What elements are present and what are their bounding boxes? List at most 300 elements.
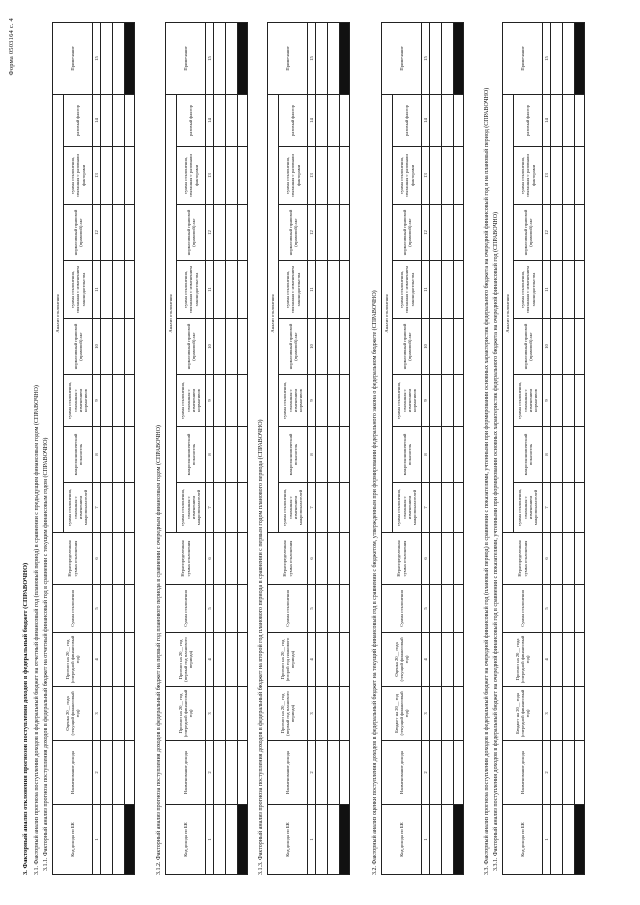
table-cell bbox=[340, 375, 350, 427]
table-cell bbox=[442, 147, 454, 205]
table-cell bbox=[238, 483, 248, 533]
table-cell bbox=[226, 741, 238, 805]
table-row bbox=[442, 22, 454, 874]
table-cell bbox=[340, 483, 350, 533]
column-number: 2 bbox=[422, 741, 430, 805]
column-header: Оценка 20__ года (текущий финансовый год) bbox=[53, 687, 93, 741]
table-cell bbox=[575, 533, 585, 585]
column-header: Нераспределенная сумма отклонения bbox=[503, 533, 543, 585]
column-header: Код дохода по БК bbox=[382, 805, 422, 875]
column-number: 13 bbox=[543, 147, 551, 205]
column-number: 14 bbox=[422, 94, 430, 146]
column-header: нормативный правовой (правовой) акт bbox=[393, 205, 422, 261]
column-number: 10 bbox=[206, 319, 214, 375]
column-header: сумма отклонения, связанная с разовыми факторами bbox=[64, 147, 93, 205]
table-cell bbox=[442, 205, 454, 261]
table-cell bbox=[316, 585, 328, 633]
table-cell bbox=[238, 585, 248, 633]
column-header: нормативный правовой (правовой) акт bbox=[514, 205, 543, 261]
column-header: нормативный правовой (правовой) акт bbox=[177, 319, 206, 375]
column-number: 12 bbox=[543, 205, 551, 261]
table-cell bbox=[238, 633, 248, 687]
header-row bbox=[268, 22, 279, 874]
column-header: нормативный правовой (правовой) акт bbox=[64, 319, 93, 375]
table-cell bbox=[551, 687, 563, 741]
table-cell bbox=[430, 741, 442, 805]
column-number: 13 bbox=[422, 147, 430, 205]
table-cell bbox=[430, 533, 442, 585]
table-cell bbox=[328, 687, 340, 741]
table-cell bbox=[226, 205, 238, 261]
table-cell bbox=[442, 533, 454, 585]
column-number: 7 bbox=[93, 483, 101, 533]
table-cell bbox=[226, 94, 238, 146]
column-number: 1 bbox=[93, 805, 101, 875]
table-cell bbox=[101, 585, 113, 633]
filled-cell bbox=[454, 805, 464, 875]
analysis-table bbox=[52, 22, 135, 875]
column-number: 8 bbox=[93, 427, 101, 483]
column-header: Наименование дохода bbox=[268, 741, 308, 805]
table-cell bbox=[214, 585, 226, 633]
header-row bbox=[53, 22, 64, 874]
table-cell bbox=[340, 319, 350, 375]
table-cell bbox=[454, 427, 464, 483]
table-cell bbox=[328, 533, 340, 585]
column-number: 5 bbox=[422, 585, 430, 633]
table-cell bbox=[340, 633, 350, 687]
column-header: Наименование дохода bbox=[53, 741, 93, 805]
table-cell bbox=[238, 94, 248, 146]
table-cell bbox=[101, 22, 113, 94]
table-cell bbox=[430, 319, 442, 375]
table-cell bbox=[454, 633, 464, 687]
column-header: Примечание bbox=[166, 22, 206, 94]
table-cell bbox=[575, 741, 585, 805]
header-row bbox=[382, 22, 393, 874]
column-number: 8 bbox=[308, 427, 316, 483]
table-cell bbox=[238, 319, 248, 375]
filled-cell bbox=[238, 805, 248, 875]
table-cell bbox=[575, 147, 585, 205]
table-cell bbox=[101, 483, 113, 533]
table-cell bbox=[454, 687, 464, 741]
table-cell bbox=[226, 319, 238, 375]
column-number: 15 bbox=[422, 22, 430, 94]
analysis-table bbox=[165, 22, 248, 875]
column-number: 12 bbox=[422, 205, 430, 261]
column-header: нормативный правовой (правовой) акт bbox=[64, 205, 93, 261]
table-cell bbox=[328, 805, 340, 875]
table-cell bbox=[454, 585, 464, 633]
column-number: 12 bbox=[206, 205, 214, 261]
table-cell bbox=[238, 741, 248, 805]
table-row bbox=[316, 22, 328, 874]
section-3-1-2 bbox=[156, 23, 248, 875]
total-row bbox=[238, 22, 248, 874]
table-cell bbox=[101, 427, 113, 483]
column-header: нормативный правовой (правовой) акт bbox=[279, 205, 308, 261]
column-number: 2 bbox=[308, 741, 316, 805]
table-cell bbox=[214, 687, 226, 741]
column-header: Прогноз на 20__ года (очередной финансовый год) bbox=[503, 633, 543, 687]
table-cell bbox=[328, 427, 340, 483]
column-header: сумма отклонения, связанная с разовыми факторами bbox=[514, 147, 543, 205]
column-number: 8 bbox=[422, 427, 430, 483]
table-cell bbox=[226, 261, 238, 319]
column-number: 14 bbox=[206, 94, 214, 146]
table-cell bbox=[214, 147, 226, 205]
table-cell bbox=[226, 427, 238, 483]
table-cell bbox=[563, 427, 575, 483]
table-cell bbox=[101, 319, 113, 375]
column-header: Оценка 20__ года (текущий финансовый год) bbox=[382, 633, 422, 687]
column-number-row bbox=[206, 22, 214, 874]
column-number: 6 bbox=[422, 533, 430, 585]
column-header: Сумма отклонения bbox=[503, 585, 543, 633]
table-cell bbox=[101, 533, 113, 585]
column-header: разовый фактор bbox=[514, 94, 543, 146]
table-cell bbox=[340, 427, 350, 483]
column-number: 13 bbox=[93, 147, 101, 205]
table-cell bbox=[454, 533, 464, 585]
column-header: Наименование дохода bbox=[382, 741, 422, 805]
table-cell bbox=[328, 633, 340, 687]
table-cell bbox=[214, 633, 226, 687]
table-cell bbox=[563, 533, 575, 585]
column-header: Сумма отклонения bbox=[166, 585, 206, 633]
section-title: 3.1. Факторный анализ прогноза поступления доходов в федеральный бюджет на отчетный финансовый год (плановый период) в сравнении с предыдущим финансовым годом (СПРАВОЧНО) bbox=[34, 385, 40, 875]
table-row bbox=[551, 22, 563, 874]
analysis-table bbox=[381, 22, 464, 875]
table-cell bbox=[328, 94, 340, 146]
column-header: Примечание bbox=[382, 22, 422, 94]
group-header: Анализ отклонения bbox=[382, 94, 393, 532]
filled-cell bbox=[125, 805, 135, 875]
column-number: 15 bbox=[93, 22, 101, 94]
table-cell bbox=[442, 741, 454, 805]
column-number: 6 bbox=[206, 533, 214, 585]
column-header: разовый фактор bbox=[279, 94, 308, 146]
table-cell bbox=[563, 483, 575, 533]
table-cell bbox=[563, 585, 575, 633]
table-cell bbox=[238, 205, 248, 261]
table-cell bbox=[316, 687, 328, 741]
column-header: Код дохода по БК bbox=[166, 805, 206, 875]
table-cell bbox=[551, 375, 563, 427]
column-header: сумма отклонения, связанная с изменением нормативов bbox=[514, 375, 543, 427]
section-3-2 bbox=[372, 23, 464, 875]
column-header: сумма отклонения, связанная с изменением законодательства bbox=[393, 261, 422, 319]
total-row bbox=[454, 22, 464, 874]
column-number: 7 bbox=[422, 483, 430, 533]
filled-cell bbox=[454, 22, 464, 94]
table-cell bbox=[316, 633, 328, 687]
column-header: Прогноз на 20__ год (очередной финансовый год) bbox=[53, 633, 93, 687]
column-header: Прогноз на 20__ год (первый год планового периода) bbox=[268, 687, 308, 741]
column-number: 9 bbox=[308, 375, 316, 427]
table-cell bbox=[214, 205, 226, 261]
column-header: Нераспределенная сумма отклонения bbox=[382, 533, 422, 585]
column-header: нормативный правовой (правовой) акт bbox=[514, 319, 543, 375]
column-number: 10 bbox=[543, 319, 551, 375]
table-cell bbox=[101, 687, 113, 741]
column-number: 9 bbox=[93, 375, 101, 427]
column-number: 4 bbox=[543, 633, 551, 687]
table-cell bbox=[214, 375, 226, 427]
column-number: 8 bbox=[206, 427, 214, 483]
column-number: 6 bbox=[543, 533, 551, 585]
column-header: Бюджет на 20__ год (текущий финансовый год) bbox=[382, 687, 422, 741]
column-number: 1 bbox=[308, 805, 316, 875]
column-header: сумма отклонения, связанная с изменением нормативов bbox=[393, 375, 422, 427]
table-cell bbox=[575, 205, 585, 261]
table-cell bbox=[442, 585, 454, 633]
table-cell bbox=[214, 261, 226, 319]
table-cell bbox=[563, 805, 575, 875]
column-header: макроэкономический показатель bbox=[64, 427, 93, 483]
column-number: 1 bbox=[206, 805, 214, 875]
column-number: 12 bbox=[93, 205, 101, 261]
column-header: сумма отклонения, связанная с изменением законодательства bbox=[177, 261, 206, 319]
column-number: 4 bbox=[206, 633, 214, 687]
column-number: 1 bbox=[422, 805, 430, 875]
column-number: 11 bbox=[422, 261, 430, 319]
column-number-row bbox=[422, 22, 430, 874]
section-subtitle: 3.3.1. Факторный анализ поступления доходов в федеральный бюджет на очередной финансовый год в сравнении с показателями, учтенными при формировании основных характеристик федерального бюджета на очередной финансовый год (СПРАВОЧНО) bbox=[493, 211, 499, 871]
table-cell bbox=[101, 205, 113, 261]
table-cell bbox=[442, 633, 454, 687]
group-header: Анализ отклонения bbox=[503, 94, 514, 532]
table-cell bbox=[328, 319, 340, 375]
column-number: 10 bbox=[308, 319, 316, 375]
table-cell bbox=[430, 483, 442, 533]
table-cell bbox=[563, 633, 575, 687]
column-header: Нераспределенная сумма отклонения bbox=[166, 533, 206, 585]
table-cell bbox=[125, 585, 135, 633]
table-row bbox=[101, 22, 113, 874]
table-cell bbox=[551, 483, 563, 533]
table-cell bbox=[316, 533, 328, 585]
table-cell bbox=[125, 94, 135, 146]
column-number-row bbox=[308, 22, 316, 874]
column-header: сумма отклонения, связанная с изменением законодательства bbox=[64, 261, 93, 319]
column-header: нормативный правовой (правовой) акт bbox=[393, 319, 422, 375]
column-number: 4 bbox=[93, 633, 101, 687]
table-row bbox=[113, 22, 125, 874]
column-number-row bbox=[543, 22, 551, 874]
table-cell bbox=[125, 483, 135, 533]
column-number: 5 bbox=[308, 585, 316, 633]
filled-cell bbox=[340, 805, 350, 875]
table-cell bbox=[113, 741, 125, 805]
total-row bbox=[340, 22, 350, 874]
column-number: 9 bbox=[206, 375, 214, 427]
table-cell bbox=[214, 805, 226, 875]
table-cell bbox=[113, 375, 125, 427]
table-row bbox=[328, 22, 340, 874]
table-cell bbox=[340, 533, 350, 585]
table-cell bbox=[430, 205, 442, 261]
group-header: Анализ отклонения bbox=[53, 94, 64, 532]
table-cell bbox=[563, 375, 575, 427]
table-cell bbox=[454, 741, 464, 805]
table-cell bbox=[563, 94, 575, 146]
table-cell bbox=[113, 261, 125, 319]
column-header: Сумма отклонения bbox=[382, 585, 422, 633]
table-cell bbox=[101, 94, 113, 146]
table-cell bbox=[551, 633, 563, 687]
table-cell bbox=[551, 22, 563, 94]
table-cell bbox=[101, 375, 113, 427]
column-number: 6 bbox=[93, 533, 101, 585]
analysis-table bbox=[502, 22, 585, 875]
table-cell bbox=[316, 483, 328, 533]
table-cell bbox=[328, 147, 340, 205]
column-number: 14 bbox=[308, 94, 316, 146]
table-cell bbox=[430, 147, 442, 205]
filled-cell bbox=[575, 22, 585, 94]
table-cell bbox=[328, 483, 340, 533]
section-subtitle: 3.1.1. Факторный анализ прогноза поступления доходов в федеральный бюджет на отчетный финансовый год в сравнении с текущим финансовым годом (СПРАВОЧНО) bbox=[43, 437, 49, 871]
table-cell bbox=[101, 147, 113, 205]
header-row bbox=[166, 22, 177, 874]
section-title: 3.1.3. Факторный анализ прогноза поступления доходов в федеральный бюджет на второй год планового периода в сравнении с первым годом планового периода (СПРАВОЧНО) bbox=[258, 419, 264, 875]
column-number: 5 bbox=[206, 585, 214, 633]
table-cell bbox=[238, 427, 248, 483]
table-row bbox=[214, 22, 226, 874]
column-number: 5 bbox=[93, 585, 101, 633]
column-number: 2 bbox=[93, 741, 101, 805]
table-cell bbox=[238, 375, 248, 427]
table-cell bbox=[442, 22, 454, 94]
table-cell bbox=[316, 375, 328, 427]
table-cell bbox=[563, 261, 575, 319]
column-header: нормативный правовой (правовой) акт bbox=[177, 205, 206, 261]
table-cell bbox=[442, 805, 454, 875]
section-3-1-3 bbox=[258, 23, 350, 875]
table-cell bbox=[430, 261, 442, 319]
column-header: макроэкономический показатель bbox=[279, 427, 308, 483]
table-cell bbox=[340, 585, 350, 633]
table-cell bbox=[125, 147, 135, 205]
column-header: нормативный правовой (правовой) акт bbox=[279, 319, 308, 375]
table-cell bbox=[551, 427, 563, 483]
column-header: сумма отклонения, связанная с разовыми факторами bbox=[393, 147, 422, 205]
column-header: Сумма отклонения bbox=[268, 585, 308, 633]
table-cell bbox=[340, 261, 350, 319]
column-number: 3 bbox=[543, 687, 551, 741]
column-number: 15 bbox=[543, 22, 551, 94]
column-number: 11 bbox=[206, 261, 214, 319]
column-number: 6 bbox=[308, 533, 316, 585]
table-cell bbox=[101, 261, 113, 319]
table-cell bbox=[575, 483, 585, 533]
table-cell bbox=[214, 741, 226, 805]
table-cell bbox=[316, 741, 328, 805]
column-number: 11 bbox=[543, 261, 551, 319]
table-cell bbox=[328, 375, 340, 427]
table-cell bbox=[238, 533, 248, 585]
table-cell bbox=[551, 741, 563, 805]
column-number: 4 bbox=[422, 633, 430, 687]
table-cell bbox=[328, 261, 340, 319]
table-cell bbox=[226, 22, 238, 94]
table-cell bbox=[442, 94, 454, 146]
column-number: 12 bbox=[308, 205, 316, 261]
column-header: разовый фактор bbox=[64, 94, 93, 146]
column-header: сумма отклонения, связанная с изменением макропоказателей bbox=[64, 483, 93, 533]
column-number-row bbox=[93, 22, 101, 874]
filled-cell bbox=[575, 805, 585, 875]
column-number: 13 bbox=[308, 147, 316, 205]
column-number: 3 bbox=[206, 687, 214, 741]
filled-cell bbox=[125, 22, 135, 94]
table-cell bbox=[575, 375, 585, 427]
table-cell bbox=[316, 205, 328, 261]
table-cell bbox=[113, 633, 125, 687]
table-cell bbox=[551, 319, 563, 375]
table-cell bbox=[125, 687, 135, 741]
table-cell bbox=[430, 94, 442, 146]
table-cell bbox=[226, 687, 238, 741]
column-header: Код дохода по БК bbox=[268, 805, 308, 875]
header-row bbox=[503, 22, 514, 874]
table-cell bbox=[316, 319, 328, 375]
table-cell bbox=[430, 427, 442, 483]
section-title: 3.1.2. Факторный анализ прогноза поступления доходов в федеральный бюджет на первый год планового периода в сравнении с очередным финансовым годом (СПРАВОЧНО) bbox=[156, 425, 162, 875]
column-header: сумма отклонения, связанная с изменением макропоказателей bbox=[393, 483, 422, 533]
table-cell bbox=[454, 375, 464, 427]
table-cell bbox=[454, 205, 464, 261]
table-cell bbox=[214, 427, 226, 483]
table-cell bbox=[442, 319, 454, 375]
column-header: сумма отклонения, связанная с изменением законодательства bbox=[514, 261, 543, 319]
table-cell bbox=[563, 205, 575, 261]
table-cell bbox=[442, 427, 454, 483]
table-cell bbox=[442, 687, 454, 741]
table-cell bbox=[316, 805, 328, 875]
table-cell bbox=[551, 147, 563, 205]
column-header: Примечание bbox=[268, 22, 308, 94]
table-cell bbox=[575, 427, 585, 483]
column-header: сумма отклонения, связанная с изменением нормативов bbox=[279, 375, 308, 427]
section-3-1-1 bbox=[34, 23, 135, 875]
table-cell bbox=[101, 805, 113, 875]
table-cell bbox=[551, 94, 563, 146]
table-cell bbox=[575, 633, 585, 687]
column-number: 5 bbox=[543, 585, 551, 633]
table-cell bbox=[101, 741, 113, 805]
column-header: Прогноз на 20__ год (первый год планового периода) bbox=[166, 633, 206, 687]
column-header: сумма отклонения, связанная с изменением законодательства bbox=[279, 261, 308, 319]
table-cell bbox=[430, 633, 442, 687]
table-cell bbox=[113, 585, 125, 633]
table-cell bbox=[113, 319, 125, 375]
table-cell bbox=[125, 205, 135, 261]
column-header: Наименование дохода bbox=[166, 741, 206, 805]
table-cell bbox=[226, 147, 238, 205]
column-number: 3 bbox=[308, 687, 316, 741]
table-cell bbox=[563, 687, 575, 741]
table-cell bbox=[454, 147, 464, 205]
column-header: Нераспределенная сумма отклонения bbox=[53, 533, 93, 585]
column-number: 9 bbox=[422, 375, 430, 427]
table-cell bbox=[214, 22, 226, 94]
table-cell bbox=[551, 205, 563, 261]
table-cell bbox=[340, 94, 350, 146]
table-cell bbox=[340, 741, 350, 805]
